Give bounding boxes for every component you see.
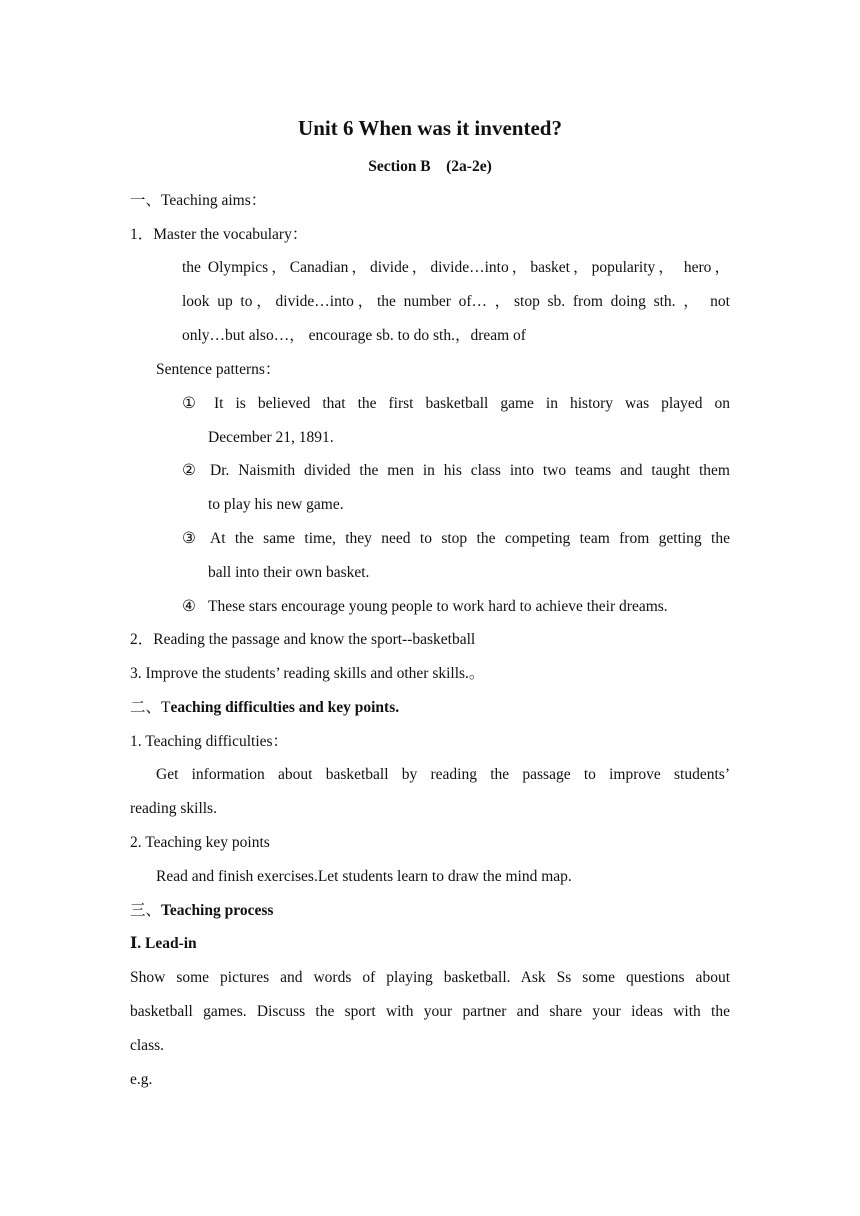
aims-heading: 一、Teaching aims： bbox=[130, 192, 267, 209]
lead-in-line-3: class. bbox=[130, 1037, 165, 1054]
key-points-label: 2. Teaching key points bbox=[130, 834, 270, 851]
difficulties-heading: 二、Teaching difficulties and key points. bbox=[130, 699, 400, 716]
sentence-2-line-2: to play his new game. bbox=[208, 496, 344, 513]
sentence-1-line-1: It is believed that the first basketball game in history was played on bbox=[214, 395, 730, 412]
sentence-2-line-1: Dr. Naismith divided the men in his class into two teams and taught them bbox=[210, 462, 730, 479]
aim-2: 2．Reading the passage and know the sport--basketball bbox=[130, 631, 476, 648]
sentence-3-mark: ③ bbox=[182, 530, 196, 547]
process-heading: 三、Teaching process bbox=[130, 902, 274, 919]
page-title: Unit 6 When was it invented? bbox=[298, 116, 562, 140]
sentence-1-line-2: December 21, 1891. bbox=[208, 429, 334, 446]
aim-3: 3. Improve the students’ reading skills and other skills.。 bbox=[130, 665, 485, 682]
example-label: e.g. bbox=[130, 1071, 153, 1088]
sentence-4-mark: ④ bbox=[182, 598, 196, 615]
lead-in-line-2: basketball games. Discuss the sport with your partner and share your ideas with the bbox=[130, 1003, 730, 1020]
sentence-3-line-1: At the same time, they need to stop the competing team from getting the bbox=[210, 530, 730, 547]
vocab-line-1: the Olympics，Canadian，divide，divide…into，basket，popularity， hero， bbox=[182, 259, 730, 276]
lead-in-line-1: Show some pictures and words of playing basketball. Ask Ss some questions about bbox=[130, 969, 730, 986]
lead-in-heading: Ⅰ. Lead-in bbox=[130, 935, 197, 952]
sentence-2-mark: ② bbox=[182, 462, 196, 479]
key-points-line: Read and finish exercises.Let students learn to draw the mind map. bbox=[156, 868, 572, 885]
vocab-line-3: only…but also…， encourage sb. to do sth.，dream of bbox=[182, 327, 526, 344]
difficulties-line-2: reading skills. bbox=[130, 800, 217, 817]
sentence-1-mark: ① bbox=[182, 395, 196, 412]
vocab-line-2: look up to，divide…into，the number of… ，stop sb. from doing sth. ， not bbox=[182, 293, 730, 310]
difficulties-line-1: Get information about basketball by reading the passage to improve students’ bbox=[156, 766, 730, 783]
aim-1: 1．Master the vocabulary： bbox=[130, 226, 308, 243]
sentence-3-line-2: ball into their own basket. bbox=[208, 564, 370, 581]
sentence-4-line-1: These stars encourage young people to work hard to achieve their dreams. bbox=[208, 598, 668, 615]
sentence-patterns-label: Sentence patterns： bbox=[156, 361, 281, 378]
section-subtitle: Section B (2a-2e) bbox=[368, 158, 492, 175]
teaching-difficulties-label: 1. Teaching difficulties： bbox=[130, 733, 289, 750]
